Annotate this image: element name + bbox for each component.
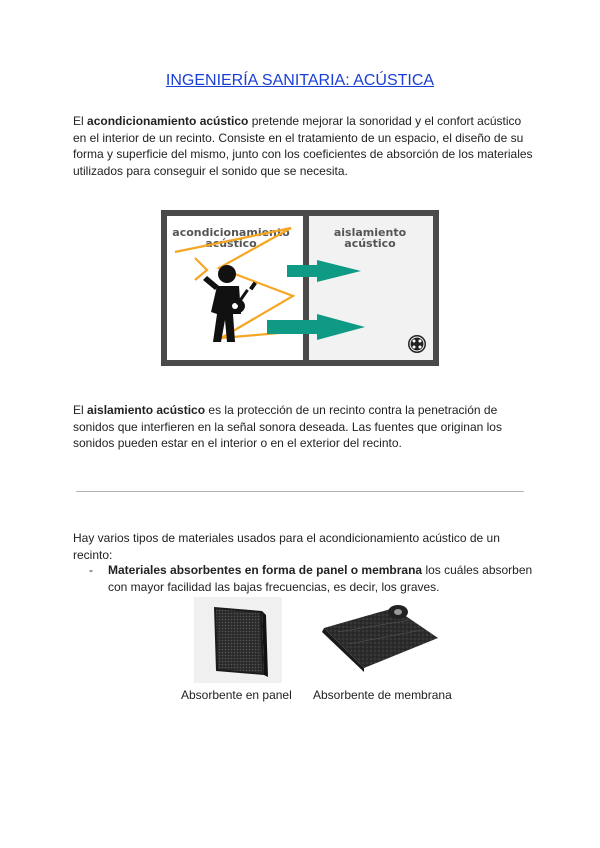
paragraph-materiales: Hay varios tipos de materiales usados para el acondicionamiento acústico de un recinto: <box>73 531 500 562</box>
paragraph-text-post: es la protección de un recinto contra la penetración de sonidos que interfieren en la señal sonora deseada. Las fuentes que originan los sonidos pueden estar en el interior o en el exterior del recinto. <box>73 403 502 450</box>
membrane-absorber-image <box>318 598 442 682</box>
panel-absorber-image <box>194 597 282 683</box>
logo-icon <box>408 335 426 353</box>
acoustic-diagram <box>161 210 439 366</box>
paragraph-text-post: pretende mejorar la sonoridad y el confort acústico en el interior de un recinto. Consiste en el tratamiento de un espacio, el diseño de su forma y superficie del mismo, junto con los coeficientes de absorción de los materiales utilizados para conseguir el sonido que se necesita. <box>73 114 533 178</box>
paragraph-bold-term: acondicionamiento acústico <box>87 114 249 128</box>
diagram-label-left-1: acondicionamiento <box>172 226 290 239</box>
paragraph-aislamiento <box>73 402 533 452</box>
paragraph-acondicionamiento <box>73 113 533 179</box>
paragraph-text-pre: El <box>73 114 88 128</box>
paragraph-bold-term: aislamiento acústico <box>87 403 206 417</box>
page-title: INGENIERÍA SANITARIA: ACÚSTICA <box>165 72 435 89</box>
diagram-label-left-2: acústico <box>205 237 257 250</box>
paragraph-text-pre: El <box>73 403 88 417</box>
caption-panel: Absorbente en panel <box>181 688 292 702</box>
bullet-bold-term: Materiales absorbentes en forma de panel o membrana <box>108 563 423 577</box>
diagram-label-right-2: acústico <box>344 237 396 250</box>
bullet-dash: - <box>89 563 93 577</box>
bullet-text-post: los cuáles absorben con mayor facilidad las bajas frecuencias, es decir, los graves. <box>108 563 533 594</box>
caption-membrane: Absorbente de membrana <box>313 688 452 702</box>
diagram-wall <box>303 216 309 360</box>
bullet-text <box>108 562 538 595</box>
section-divider <box>76 491 524 492</box>
diagram-label-right-1: aislamiento <box>333 226 407 239</box>
